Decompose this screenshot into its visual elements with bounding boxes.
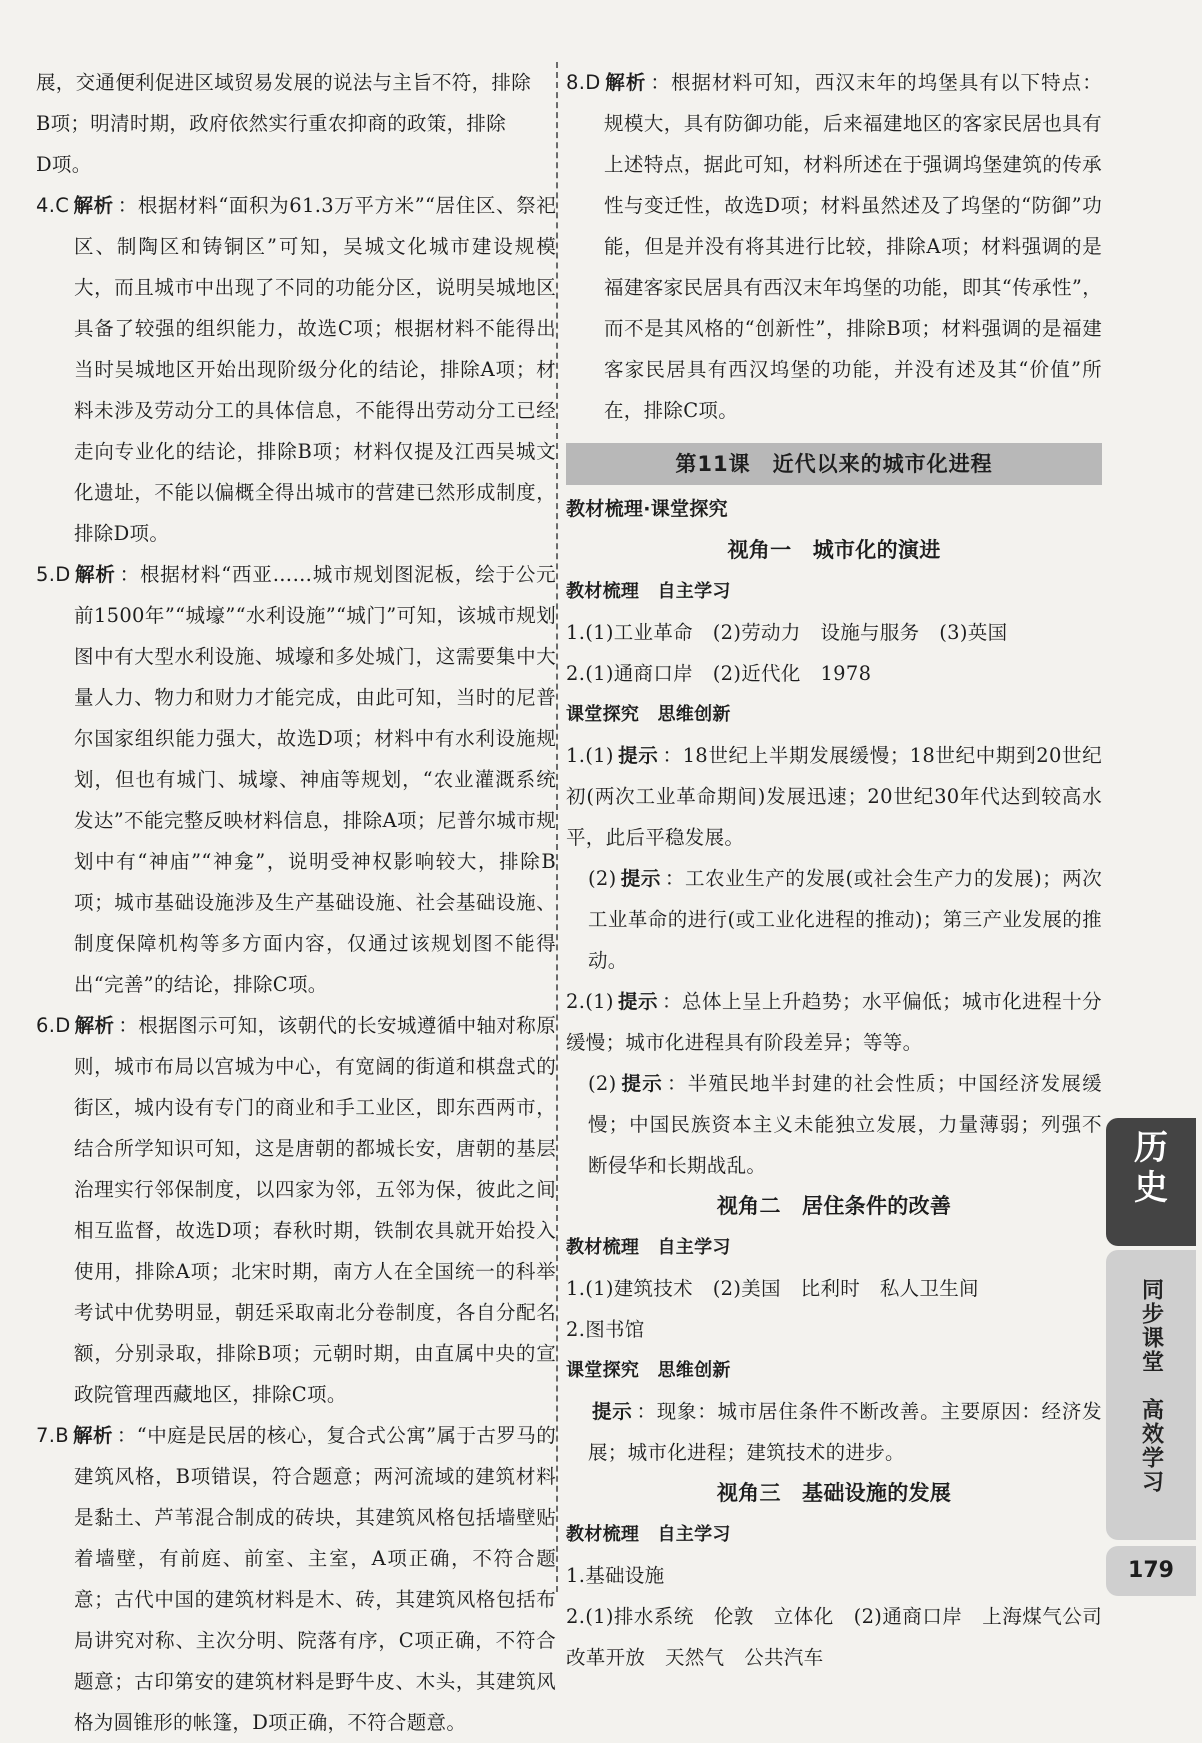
view3-subheading-1: 教材梳理 自主学习 bbox=[566, 1524, 731, 1545]
left-column bbox=[36, 62, 556, 1743]
continued-line: D项。 bbox=[36, 153, 92, 176]
answer-8 bbox=[566, 62, 1102, 431]
answer-number: 8.D bbox=[566, 71, 601, 94]
answer-7 bbox=[36, 1415, 556, 1743]
answer-text: ：根据材料可知，西汉末年的坞堡具有以下特点：规模大，具有防御功能，后来福建地区的客家民居也具有上述特点，据此可知，材料所述在于强调坞堡建筑的传承性与变迁性，故选D项；材料虽然述及了坞堡的“防御”功能，但是并没有将其进行比较，排除A项；材料强调的是福建客家民居具有西汉末年坞堡的功能，即其“传承性”，而不是其风格的“创新性”，排除B项；材料强调的是福建客家民居具有西汉坞堡的功能，并没有述及其“价值”所在，排除C项。 bbox=[604, 71, 1102, 422]
hint-prefix: 2.(1) bbox=[566, 990, 614, 1013]
hint-text: ：18世纪上半期发展缓慢；18世纪中期到20世纪初(两次工业革命期间)发展迅速；20世纪30年代达到较高水平，此后平稳发展。 bbox=[566, 744, 1102, 849]
hint-label: 提示 bbox=[620, 867, 661, 890]
view1-subheading-1: 教材梳理 自主学习 bbox=[566, 581, 731, 602]
view1-subheading-2: 课堂探究 思维创新 bbox=[566, 704, 731, 725]
hint-label: 提示 bbox=[592, 1400, 633, 1423]
analysis-label: 解析 bbox=[73, 194, 114, 217]
hint-label: 提示 bbox=[620, 1072, 664, 1095]
hint-prefix: 1.(1) bbox=[566, 744, 614, 767]
view1-title: 视角一 城市化的演进 bbox=[727, 538, 941, 562]
view1-hint bbox=[566, 981, 1102, 1063]
view1-line: 1.(1)工业革命 (2)劳动力 设施与服务 (3)英国 bbox=[566, 621, 1008, 644]
hint-text: ：工农业生产的发展(或社会生产力的发展)；两次工业革命的进行(或工业化进程的推动)；第三产业发展的推动。 bbox=[588, 867, 1102, 972]
view2-subheading-1: 教材梳理 自主学习 bbox=[566, 1237, 731, 1258]
analysis-label: 解析 bbox=[74, 1014, 115, 1037]
view1-hint bbox=[566, 1063, 1102, 1186]
answer-number: 5.D bbox=[36, 563, 71, 586]
answer-text: ：根据图示可知，该朝代的长安城遵循中轴对称原则，城市布局以宫城为中心，有宽阔的街道和棋盘式的街区，城内设有专门的商业和手工业区，即东西两市，结合所学知识可知，这是唐朝的都城长安，唐朝的基层治理实行邻保制度，以四家为邻，五邻为保，彼此之间相互监督，故选D项；春秋时期，铁制农具就开始投入使用，排除A项；北宋时期，南方人在全国统一的科举考试中优势明显，朝廷采取南北分卷制度，各自分配名额，分别录取，排除B项；元朝时期，由直属中央的宣政院管理西藏地区，排除C项。 bbox=[74, 1014, 556, 1406]
view1-line: 2.(1)通商口岸 (2)近代化 1978 bbox=[566, 662, 872, 685]
answer-number: 6.D bbox=[36, 1014, 71, 1037]
continued-line: 展，交通便利促进区域贸易发展的说法与主旨不符，排除 bbox=[36, 71, 532, 94]
page-number: 179 bbox=[1106, 1546, 1196, 1596]
section-title: 教材梳理·课堂探究 bbox=[566, 498, 728, 520]
analysis-label: 解析 bbox=[604, 71, 647, 94]
answer-6 bbox=[36, 1005, 556, 1415]
hint-text: ：现象：城市居住条件不断改善。主要原因：经济发展；城市化进程；建筑技术的进步。 bbox=[588, 1400, 1102, 1464]
view2-title: 视角二 居住条件的改善 bbox=[716, 1194, 952, 1218]
column-divider bbox=[556, 62, 558, 1592]
answer-number: 7.B bbox=[36, 1424, 69, 1447]
answer-text: ：“中庭是民居的核心，复合式公寓”属于古罗马的建筑风格，B项错误，符合题意；两河流域的建筑材料是黏土、芦苇混合制成的砖块，其建筑风格包括墙壁贴着墙壁，有前庭、前室、主室，A项正确，不符合题意；古代中国的建筑材料是木、砖，其建筑风格包括布局讲究对称、主次分明、院落有序，C项正确，不符合题意；古印第安的建筑材料是野牛皮、木头，其建筑风格为圆锥形的帐篷，D项正确，不符合题意。 bbox=[74, 1424, 556, 1734]
hint-prefix: (2) bbox=[588, 1072, 617, 1095]
answer-text: ：根据材料“面积为61.3万平方米”“居住区、祭祀区、制陶区和铸铜区”可知，吴城文化城市建设规模大，而且城市中出现了不同的功能分区，说明吴城地区具备了较强的组织能力，故选C项；根据材料不能得出当时吴城地区开始出现阶级分化的结论，排除A项；材料未涉及劳动分工的具体信息，不能得出劳动分工已经走向专业化的结论，排除B项；材料仅提及江西吴城文化遗址，不能以偏概全得出城市的营建已然形成制度，排除D项。 bbox=[74, 194, 556, 545]
analysis-label: 解析 bbox=[72, 1424, 113, 1447]
hint-text: ：半殖民地半封建的社会性质；中国经济发展缓慢；中国民族资本主义未能独立发展，力量薄弱；列强不断侵华和长期战乱。 bbox=[588, 1072, 1102, 1177]
view1-hint bbox=[566, 735, 1102, 858]
series-label: 同步课堂 高效学习 bbox=[1138, 1278, 1164, 1494]
analysis-label: 解析 bbox=[74, 563, 116, 586]
hint-text: ：总体上呈上升趋势；水平偏低；城市化进程十分缓慢；城市化进程具有阶段差异；等等。 bbox=[566, 990, 1102, 1054]
series-tab bbox=[1106, 1250, 1196, 1540]
view1-hint bbox=[566, 858, 1102, 981]
answer-text: ：根据材料“西亚……城市规划图泥板，绘于公元前1500年”“城壕”“水利设施”“城门”可知，该城市规划图中有大型水利设施、城壕和多处城门，这需要集中大量人力、物力和财力才能完成，由此可知，当时的尼普尔国家组织能力强大，故选D项；材料中有水利设施规划，但也有城门、城壕、神庙等规划，“农业灌溉系统发达”不能完整反映材料信息，排除A项；尼普尔城市规划中有“神庙”“神龛”，说明受神权影响较大，排除B项；城市基础设施涉及生产基础设施、社会基础设施、制度保障机构等多方面内容，仅通过该规划图不能得出“完善”的结论，排除C项。 bbox=[74, 563, 556, 996]
hint-label: 提示 bbox=[617, 990, 658, 1013]
view2-line: 1.(1)建筑技术 (2)美国 比利时 私人卫生间 bbox=[566, 1277, 979, 1300]
answer-5 bbox=[36, 554, 556, 1005]
view2-subheading-2: 课堂探究 思维创新 bbox=[566, 1360, 731, 1381]
hint-prefix: (2) bbox=[588, 867, 617, 890]
subject-tab bbox=[1106, 1118, 1196, 1246]
view3-line: 2.(1)排水系统 伦敦 立体化 (2)通商口岸 上海煤气公司 改革开放 天然气 公共汽车 bbox=[566, 1605, 1122, 1669]
answer-number: 4.C bbox=[36, 194, 70, 217]
lesson-title: 第11课 近代以来的城市化进程 bbox=[566, 443, 1102, 485]
right-column bbox=[566, 62, 1122, 1678]
view2-line: 2.图书馆 bbox=[566, 1318, 645, 1341]
view3-title: 视角三 基础设施的发展 bbox=[716, 1481, 952, 1505]
hint-label: 提示 bbox=[617, 744, 659, 767]
view2-hint bbox=[566, 1391, 1102, 1473]
answer-4 bbox=[36, 185, 556, 554]
view3-line: 1.基础设施 bbox=[566, 1564, 665, 1587]
subject-label: 历史 bbox=[1134, 1128, 1168, 1208]
continued-line: B项；明清时期，政府依然实行重农抑商的政策，排除 bbox=[36, 112, 507, 135]
